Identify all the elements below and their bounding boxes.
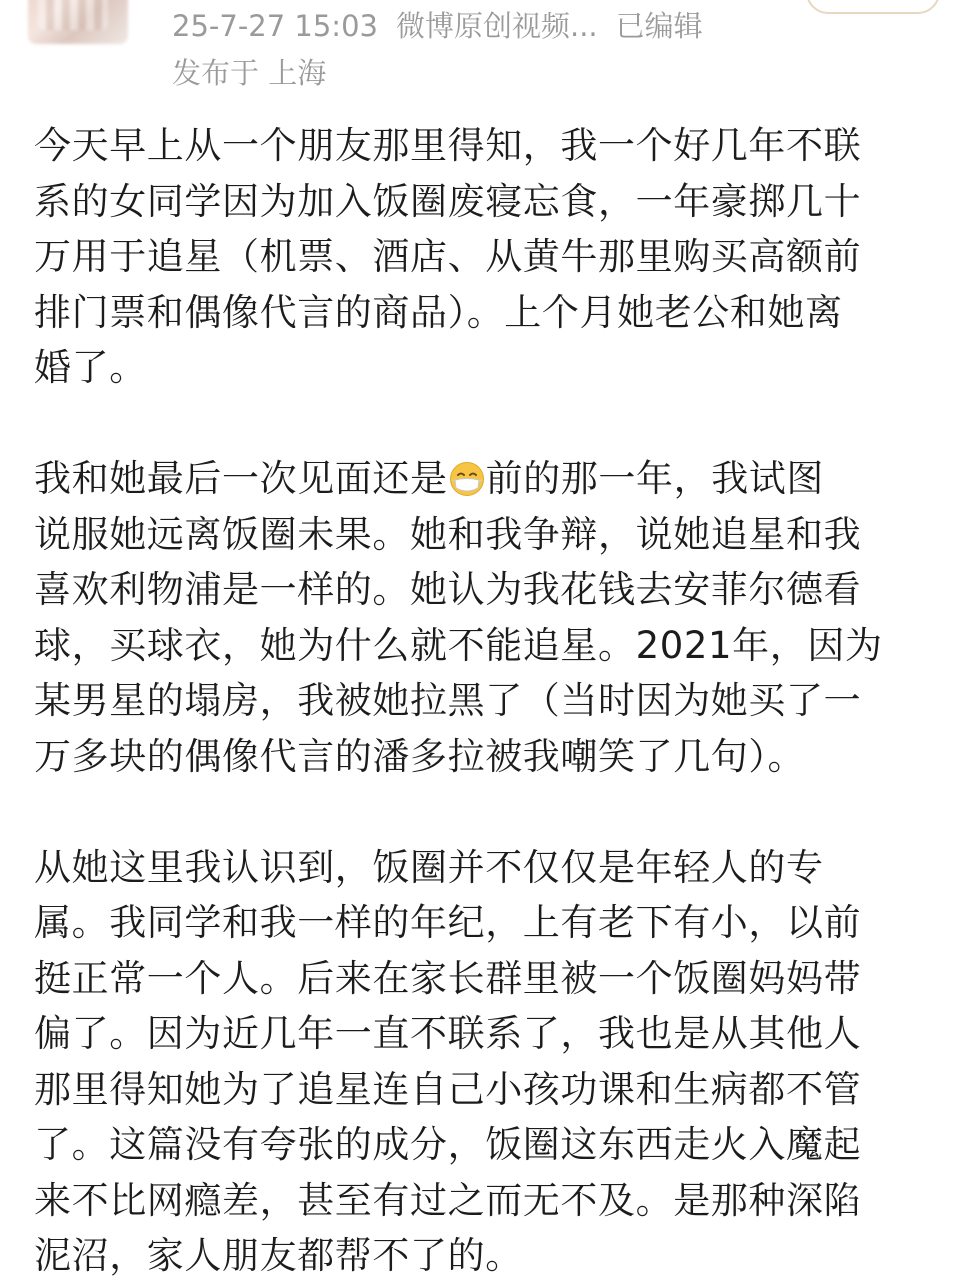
text-line: 喜欢利物浦是一样的。她认为我花钱去安菲尔德看 — [34, 568, 862, 611]
text-line: 婚了。 — [34, 346, 147, 389]
text-line: 来不比网瘾差，甚至有过之而无不及。是那种深陷 — [34, 1178, 862, 1222]
post-content — [34, 118, 934, 1284]
text-line: 了。这篇没有夸张的成分，饭圈这东西走火入魔起 — [34, 1123, 862, 1166]
text-line: 挺正常一个人。后来在家长群里被一个饭圈妈妈带 — [34, 956, 862, 1000]
text-line: 系的女同学因为加入饭圈废寝忘食，一年豪掷几十 — [34, 179, 862, 223]
edited-label[interactable]: 已编辑 — [615, 9, 703, 43]
text-line: 从她这里我认识到，饭圈并不仅仅是年轻人的专 — [34, 845, 824, 889]
text-line: 万用于追星（机票、酒店、从黄牛那里购买高额前 — [34, 235, 862, 278]
text-segment: 前的那一年，我试图 — [485, 457, 825, 500]
post-header — [0, 0, 971, 100]
paragraph-3 — [34, 840, 934, 1284]
text-line: 今天早上从一个朋友那里得知，我一个好几年不联 — [34, 124, 862, 167]
avatar[interactable] — [28, 0, 128, 44]
text-line — [34, 451, 934, 507]
post-timestamp: 25-7-27 15:03 — [172, 9, 378, 43]
text-line: 属。我同学和我一样的年纪，上有老下有小，以前 — [34, 901, 862, 944]
follow-button[interactable] — [806, 0, 940, 14]
paragraph-2 — [34, 451, 934, 784]
text-line: 那里得知她为了追星连自己小孩功课和生病都不管 — [34, 1067, 862, 1111]
post-meta — [172, 8, 721, 44]
text-line: 某男星的塌房，我被她拉黑了（当时因为她买了一 — [34, 679, 862, 722]
text-line: 万多块的偶像代言的潘多拉被我嘲笑了几句）。 — [34, 734, 806, 778]
text-line: 球，买球衣，她为什么就不能追星。2021年，因为 — [34, 623, 883, 667]
text-line: 排门票和偶像代言的商品）。上个月她老公和她离 — [34, 290, 843, 334]
mask-face-icon — [449, 461, 485, 497]
paragraph-1 — [34, 118, 934, 396]
paragraph-gap — [34, 784, 934, 840]
text-segment: 我和她最后一次见面还是 — [34, 457, 448, 500]
post-location: 发布于 上海 — [172, 56, 327, 90]
post-source[interactable]: 微博原创视频... — [395, 9, 598, 43]
text-line: 偏了。因为近几年一直不联系了，我也是从其他人 — [34, 1012, 862, 1055]
text-line: 说服她远离饭圈未果。她和我争辩，说她追星和我 — [34, 512, 862, 556]
paragraph-gap — [34, 396, 934, 452]
text-line: 泥沼，家人朋友都帮不了的。 — [34, 1234, 523, 1277]
